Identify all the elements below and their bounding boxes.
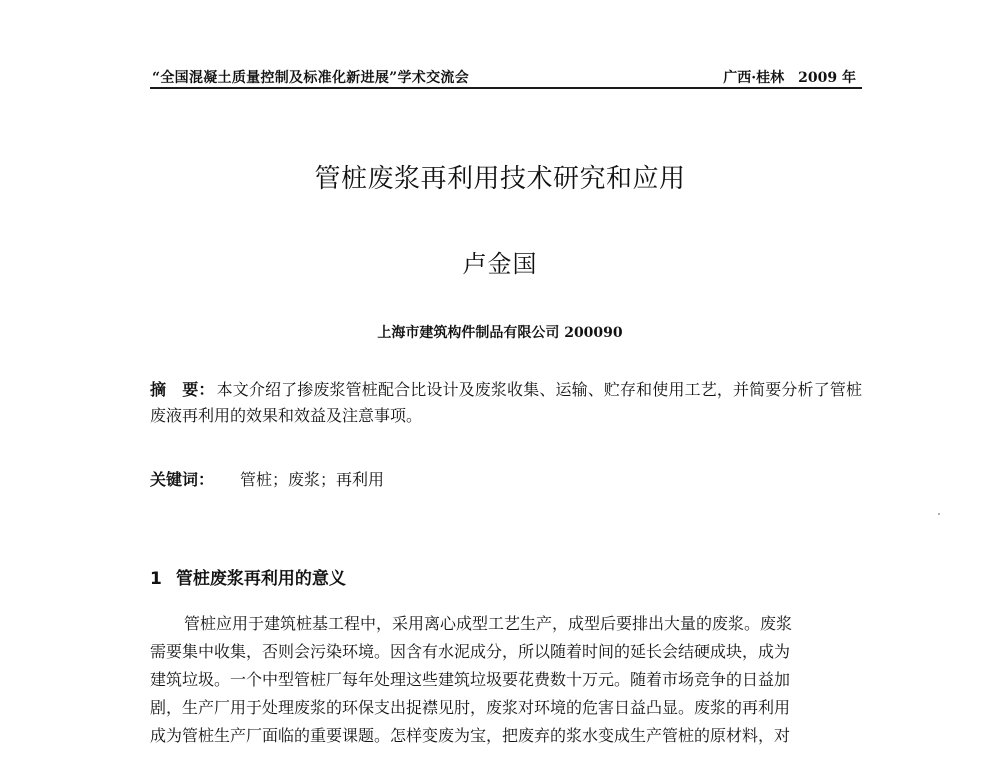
author-affiliation: 上海市建筑构件制品有限公司 200090 <box>377 325 623 341</box>
abstract-label: 摘 要： <box>150 380 215 399</box>
venue-date <box>723 67 856 87</box>
author-name: 卢金国 <box>462 250 538 278</box>
conference-name: “全国混凝土质量控制及标准化新进展”学术交流会 <box>152 70 470 86</box>
conference-location: 广西·桂林 <box>723 70 785 86</box>
section-number: 1 <box>150 569 162 589</box>
abstract-text: 本文介绍了掺废浆管桩配合比设计及废浆收集、运输、贮存和使用工艺，并简要分析了管桩废液再利用的效果和效益及注意事项。 <box>150 380 862 425</box>
section-title: 管桩废浆再利用的意义 <box>175 569 346 589</box>
running-header <box>150 63 862 89</box>
paragraph-line: 需要集中收集，否则会污染环境。因含有水泥成分，所以随着时间的延长会结硬成块，成为 <box>150 642 791 661</box>
conference-year: 2009 年 <box>798 70 856 86</box>
abstract <box>150 377 862 429</box>
keywords <box>150 467 384 490</box>
body-paragraph <box>150 610 862 750</box>
paragraph-line: 建筑垃圾。一个中型管桩厂每年处理这些建筑垃圾要花费数十万元。随着市场竞争的日益加 <box>150 670 791 689</box>
keywords-text: 管桩；废浆；再利用 <box>240 470 385 489</box>
section-heading <box>150 564 346 589</box>
scan-speck <box>938 513 940 515</box>
paragraph-line: 管桩应用于建筑桩基工程中，采用离心成型工艺生产，成型后要排出大量的废浆。废浆 <box>184 614 793 633</box>
paper-title: 管桩废浆再利用技术研究和应用 <box>314 164 686 194</box>
keywords-label: 关键词： <box>150 470 215 489</box>
paragraph-line: 成为管桩生产厂面临的重要课题。怎样变废为宝，把废弃的浆水变成生产管桩的原材料，对 <box>150 726 791 745</box>
paragraph-line: 剧，生产厂用于处理废浆的环保支出捉襟见肘，废浆对环境的危害日益凸显。废浆的再利用 <box>150 698 791 717</box>
